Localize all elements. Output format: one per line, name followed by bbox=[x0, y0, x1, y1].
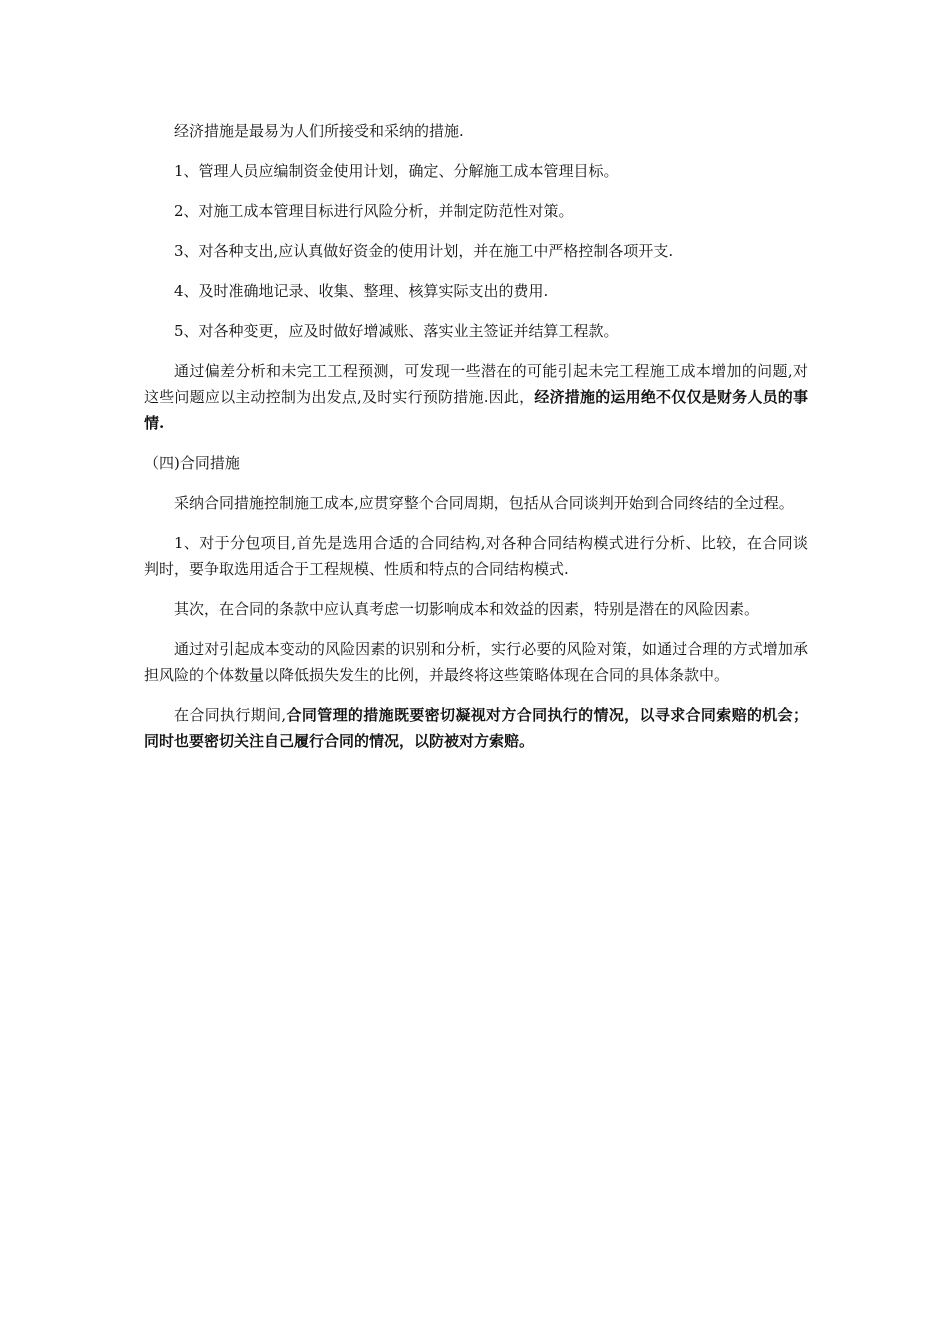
list-item-4: 4、及时准确地记录、收集、整理、核算实际支出的费用. bbox=[174, 282, 549, 300]
list-item-1: 1、管理人员应编制资金使用计划，确定、分解施工成本管理目标。 bbox=[174, 162, 619, 180]
paragraph-deviation-analysis-emphasis: 经济措施的运用绝不仅仅是财务人员的事情. bbox=[144, 388, 808, 432]
paragraph-contract-execution-emphasis: 合同管理的措施既要密切凝视对方合同执行的情况，以寻求合同索赔的机会；同时也要密切关注自己履行合同的情况，以防被对方索赔。 bbox=[144, 706, 808, 750]
paragraph-contract-execution bbox=[144, 702, 808, 754]
paragraph-deviation-analysis-text: 通过偏差分析和未完工工程预测，可发现一些潜在的可能引起未完工程施工成本增加的问题,对这些问题应以主动控制为出发点,及时实行预防措施.因此， bbox=[144, 362, 808, 406]
paragraph-economic-intro: 经济措施是最易为人们所接受和采纳的措施. bbox=[174, 122, 464, 140]
section-heading-contract-measures: （四)合同措施 bbox=[144, 454, 240, 472]
paragraph-deviation-analysis bbox=[144, 358, 808, 436]
paragraph-contract-execution-text: 在合同执行期间, bbox=[174, 706, 287, 724]
list-item-3: 3、对各种支出,应认真做好资金的使用计划，并在施工中严格控制各项开支. bbox=[174, 242, 674, 260]
paragraph-subcontract: 1、对于分包项目,首先是选用合适的合同结构,对各种合同结构模式进行分析、比较，在合同谈判时，要争取选用适合于工程规模、性质和特点的合同结构模式. bbox=[144, 534, 808, 578]
paragraph-risk-factors: 通过对引起成本变动的风险因素的识别和分析，实行必要的风险对策，如通过合理的方式增加承担风险的个体数量以降低损失发生的比例，并最终将这些策略体现在合同的具体条款中。 bbox=[144, 640, 808, 684]
paragraph-contract-intro: 采纳合同措施控制施工成本,应贯穿整个合同周期，包括从合同谈判开始到合同终结的全过程。 bbox=[174, 494, 794, 512]
paragraph-contract-terms: 其次，在合同的条款中应认真考虑一切影响成本和效益的因素，特别是潜在的风险因素。 bbox=[174, 600, 760, 618]
document-body bbox=[144, 118, 808, 768]
list-item-2: 2、对施工成本管理目标进行风险分析，并制定防范性对策。 bbox=[174, 202, 574, 220]
list-item-5: 5、对各种变更，应及时做好增减账、落实业主签证并结算工程款。 bbox=[174, 322, 619, 340]
